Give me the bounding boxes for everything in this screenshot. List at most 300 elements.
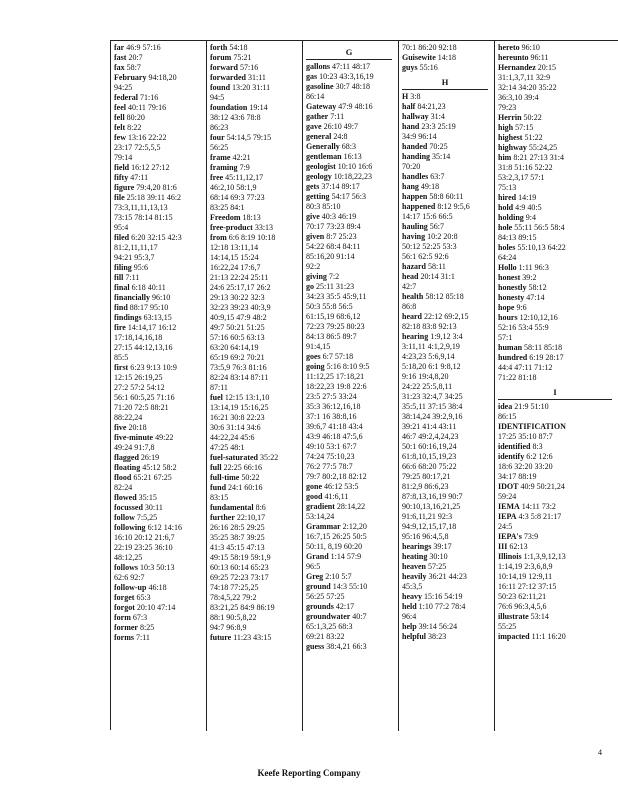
index-entry bbox=[498, 113, 618, 123]
index-word: full bbox=[210, 463, 222, 472]
index-entry bbox=[402, 572, 494, 582]
index-word: idea bbox=[498, 402, 513, 411]
index-entry bbox=[402, 142, 494, 152]
page-line-refs: 14:14,15 15:24 bbox=[210, 253, 259, 262]
page-line-refs: 39:6,7 41:18 43:4 bbox=[306, 422, 363, 431]
page-line-refs: 54:17 56:3 bbox=[329, 192, 367, 201]
page-line-refs: 88:17 95:10 bbox=[127, 303, 169, 312]
index-word: gasoline bbox=[306, 82, 334, 91]
page-line-refs: 32:14 34:20 35:22 bbox=[498, 83, 557, 92]
index-entry bbox=[498, 263, 618, 273]
page-line-refs: 50:22 bbox=[521, 113, 542, 122]
page-line-refs: 1:14,19 2:3,6,8,9 bbox=[498, 562, 553, 571]
index-word: flagged bbox=[114, 453, 139, 462]
index-entry bbox=[306, 482, 398, 492]
index-entry bbox=[306, 502, 398, 512]
page-line-refs: 56:25 57:25 bbox=[306, 592, 345, 601]
index-word: Hernandez bbox=[498, 63, 536, 72]
index-word: forum bbox=[210, 53, 232, 62]
page-line-refs: 35:22 bbox=[258, 453, 279, 462]
index-entry bbox=[114, 583, 206, 593]
page-line-refs: 4:3 5:8 21:17 bbox=[516, 512, 562, 521]
page-line-refs: 1:9,12 3:4 bbox=[428, 332, 463, 341]
index-entry bbox=[306, 282, 398, 292]
page-line-refs: 8:3 bbox=[530, 442, 543, 451]
index-entry bbox=[498, 53, 618, 63]
page-line-refs: 45:12 58:2 bbox=[140, 463, 177, 472]
page-line-refs: 48:12,25 bbox=[114, 553, 143, 562]
index-entry bbox=[498, 43, 618, 53]
index-word: gentleman bbox=[306, 152, 342, 161]
page-line-refs: 94:5 bbox=[210, 93, 225, 102]
page-line-refs: 7:11 bbox=[328, 112, 345, 121]
page-line-refs: 22:25 66:16 bbox=[221, 463, 263, 472]
index-entry bbox=[114, 213, 206, 223]
index-word: felt bbox=[114, 123, 126, 132]
page-line-refs: 63:13,15 bbox=[141, 313, 172, 322]
index-entry bbox=[114, 493, 206, 503]
index-word: framing bbox=[210, 163, 238, 172]
page-line-refs: 83:21,25 84:9 86:19 bbox=[210, 603, 275, 612]
index-entry bbox=[114, 253, 206, 263]
page-line-refs: 24:8 bbox=[331, 132, 348, 141]
index-entry bbox=[498, 313, 618, 323]
index-entry bbox=[402, 132, 494, 142]
page-line-refs: 26:19 bbox=[138, 453, 160, 462]
index-entry bbox=[210, 133, 302, 143]
index-entry bbox=[498, 163, 618, 173]
page-line-refs: 39:14 56:24 bbox=[416, 622, 458, 631]
index-word: gather bbox=[306, 112, 329, 121]
index-entry bbox=[306, 132, 398, 142]
page-line-refs: 54:22 68:4 84:11 bbox=[306, 242, 361, 251]
index-entry bbox=[402, 422, 494, 432]
page-line-refs: 45:3,5 bbox=[402, 582, 423, 591]
page-line-refs: 20:10 47:14 bbox=[134, 603, 176, 612]
page-line-refs: 53:14,24 bbox=[306, 512, 335, 521]
index-entry bbox=[306, 202, 398, 212]
index-entry bbox=[210, 403, 302, 413]
page-line-refs: 80:3 85:10 bbox=[306, 202, 341, 211]
page-line-refs: 94:21 95:3,7 bbox=[114, 253, 155, 262]
index-word: heard bbox=[402, 312, 422, 321]
index-entry bbox=[402, 562, 494, 572]
index-word: handles bbox=[402, 172, 429, 181]
index-entry bbox=[498, 442, 618, 452]
index-word: fire bbox=[114, 323, 126, 332]
page-line-refs: 50:12 52:25 53:3 bbox=[402, 242, 457, 251]
index-entry bbox=[306, 492, 398, 502]
index-entry bbox=[210, 293, 302, 303]
page-line-refs: 55:11 56:5 58:4 bbox=[512, 223, 565, 232]
index-word: general bbox=[306, 132, 332, 141]
page-line-refs: 14:11 73:2 bbox=[519, 502, 556, 511]
index-word: ground bbox=[306, 582, 331, 591]
page-line-refs: 86:8 bbox=[402, 302, 417, 311]
page-line-refs: 78:4,5,22 79:2 bbox=[210, 593, 257, 602]
index-word: highest bbox=[498, 133, 523, 142]
index-entry bbox=[114, 133, 206, 143]
index-word: forgot bbox=[114, 603, 135, 612]
index-entry bbox=[210, 543, 302, 553]
index-entry bbox=[498, 512, 618, 522]
index-word: form bbox=[114, 613, 131, 622]
page-line-refs: 79:25 80:17,21 bbox=[402, 472, 451, 481]
index-entry bbox=[210, 453, 302, 463]
page-line-refs: 25:18 39:11 46:2 bbox=[124, 193, 182, 202]
index-entry bbox=[498, 363, 618, 373]
index-entry bbox=[498, 173, 618, 183]
index-entry bbox=[210, 123, 302, 133]
page-line-refs: 43:9 46:18 47:5,6 bbox=[306, 432, 363, 441]
page-line-refs: 5:16 8:10 9:5 bbox=[324, 362, 370, 371]
page-line-refs: 18:22,23 19:8 22:6 bbox=[306, 382, 367, 391]
page-line-refs: 50:11, 8,19 60:20 bbox=[306, 542, 363, 551]
index-entry bbox=[498, 73, 618, 83]
index-word: holes bbox=[498, 243, 516, 252]
index-entry bbox=[114, 573, 206, 583]
index-word: Generally bbox=[306, 142, 340, 151]
page-line-refs: 9:4 bbox=[523, 213, 537, 222]
index-word: Gateway bbox=[306, 102, 337, 111]
index-entry bbox=[402, 212, 494, 222]
index-entry bbox=[114, 263, 206, 273]
index-word: giving bbox=[306, 272, 327, 281]
page-line-refs: 75:21 bbox=[231, 53, 252, 62]
index-entry bbox=[306, 532, 398, 542]
index-word: gallons bbox=[306, 62, 331, 71]
index-entry bbox=[210, 503, 302, 513]
page-line-refs: 55:24,25 bbox=[526, 143, 558, 152]
page-line-refs: 96:5 bbox=[306, 562, 321, 571]
page-line-refs: 49:18 bbox=[418, 182, 440, 191]
page-line-refs: 16:12 27:12 bbox=[129, 163, 170, 172]
page-line-refs: 38:14,24 39:2,9,16 bbox=[402, 412, 463, 421]
page-line-refs: 88:1 90:5,8,22 bbox=[210, 613, 257, 622]
page-line-refs: 58:11 bbox=[426, 262, 446, 271]
index-entry bbox=[402, 522, 494, 532]
index-entry bbox=[402, 432, 494, 442]
page-line-refs: 13:16 22:22 bbox=[126, 133, 167, 142]
index-entry bbox=[114, 153, 206, 163]
page-line-refs: 31:8 51:16 52:22 bbox=[498, 163, 553, 172]
page-line-refs: 16:11 27:12 37:15 bbox=[498, 582, 557, 591]
page-line-refs: 10:3 50:13 bbox=[138, 563, 175, 572]
page-line-refs: 94:9,12,15,17,18 bbox=[402, 522, 457, 531]
index-entry bbox=[114, 53, 206, 63]
index-entry bbox=[210, 193, 302, 203]
page-line-refs: 39:2 bbox=[520, 273, 537, 282]
index-entry bbox=[306, 262, 398, 272]
index-entry bbox=[306, 432, 398, 442]
page-line-refs: 40:11 79:16 bbox=[126, 103, 167, 112]
page-line-refs: 88:22,24 bbox=[114, 413, 143, 422]
page-line-refs: 16:13 bbox=[341, 152, 362, 161]
index-word: forms bbox=[114, 633, 134, 642]
page-line-refs: 40:9 50:21,24 bbox=[518, 482, 565, 491]
page-line-refs: 96:11 bbox=[528, 53, 549, 62]
index-entry bbox=[210, 93, 302, 103]
page-line-refs: 91:6,11,21 92:3 bbox=[402, 512, 453, 521]
index-column-4 bbox=[399, 41, 495, 731]
index-word: honestly bbox=[498, 283, 527, 292]
index-word: handing bbox=[402, 152, 431, 161]
index-entry bbox=[498, 422, 618, 432]
index-entry bbox=[210, 483, 302, 493]
index-entry bbox=[306, 442, 398, 452]
index-entry bbox=[402, 502, 494, 512]
index-entry bbox=[498, 373, 618, 383]
index-word: further bbox=[210, 513, 235, 522]
index-entry bbox=[210, 323, 302, 333]
index-entry bbox=[114, 223, 206, 233]
page-line-refs: 73:9 bbox=[521, 532, 539, 541]
index-entry bbox=[114, 613, 206, 623]
page-line-refs: 10:23 43:3,16,19 bbox=[317, 72, 374, 81]
page-line-refs: 84:13 86:5 89:7 bbox=[306, 332, 357, 341]
index-entry bbox=[498, 572, 618, 582]
index-entry bbox=[210, 173, 302, 183]
index-word: far bbox=[114, 43, 125, 52]
page-line-refs: 28:14,22 bbox=[334, 502, 366, 511]
page-line-refs: 46:2,10 58:1,9 bbox=[210, 183, 257, 192]
page-line-refs: 2:10 5:7 bbox=[323, 572, 352, 581]
index-word: five bbox=[114, 423, 127, 432]
index-entry bbox=[402, 452, 494, 462]
page-line-refs: 45:11,12,17 bbox=[223, 173, 264, 182]
index-entry bbox=[402, 43, 494, 53]
index-word: hold bbox=[498, 203, 514, 212]
index-entry bbox=[210, 573, 302, 583]
page-line-refs: 44:22,24 45:6 bbox=[210, 433, 255, 442]
index-entry bbox=[498, 522, 618, 532]
page-line-refs: 59:24 bbox=[498, 492, 517, 501]
index-entry bbox=[402, 342, 494, 352]
index-word: future bbox=[210, 633, 232, 642]
index-word: gas bbox=[306, 72, 318, 81]
index-entry bbox=[498, 143, 618, 153]
page-line-refs: 23:17 72:5,5,5 bbox=[114, 143, 161, 152]
page-line-refs: 87:11 bbox=[210, 383, 228, 392]
index-word: Grammar bbox=[306, 522, 341, 531]
page-line-refs: 14:18 bbox=[435, 53, 457, 62]
index-word: five-minute bbox=[114, 433, 154, 442]
index-entry bbox=[114, 63, 206, 73]
index-entry bbox=[210, 153, 302, 163]
page-line-refs: 73:15 78:14 81:15 bbox=[114, 213, 173, 222]
page-line-refs: 14:3 55:10 bbox=[330, 582, 368, 591]
page-line-refs: 30:10 bbox=[427, 552, 448, 561]
index-entry bbox=[498, 123, 618, 133]
index-word: field bbox=[114, 163, 130, 172]
page-line-refs: 8:22 bbox=[125, 123, 142, 132]
page-line-refs: 31:11 bbox=[246, 73, 266, 82]
section-letter: H bbox=[402, 75, 488, 90]
page-line-refs: 20:15 bbox=[535, 63, 557, 72]
page-line-refs: 22:10,17 bbox=[234, 513, 266, 522]
index-entry bbox=[114, 443, 206, 453]
page-line-refs: 94:7 96:8,9 bbox=[210, 623, 247, 632]
index-word: foundation bbox=[210, 103, 248, 112]
page-line-refs: 12:18 13:11,14 bbox=[210, 243, 259, 252]
page-line-refs: 24:1 60:16 bbox=[226, 483, 263, 492]
index-entry bbox=[210, 63, 302, 73]
page-line-refs: 30:6 31:14 34:6 bbox=[210, 423, 261, 432]
index-entry bbox=[114, 183, 206, 193]
page-line-refs: 1:10 77:2 78:4 bbox=[416, 602, 466, 611]
index-entry bbox=[114, 463, 206, 473]
page-line-refs: 54:18 bbox=[227, 43, 248, 52]
index-entry bbox=[402, 482, 494, 492]
index-entry bbox=[306, 212, 398, 222]
index-word: helpful bbox=[402, 632, 427, 641]
index-entry bbox=[114, 383, 206, 393]
index-word: feel bbox=[114, 103, 126, 112]
index-word: follows bbox=[114, 563, 138, 572]
index-word: final bbox=[114, 283, 130, 292]
index-entry bbox=[210, 223, 302, 233]
index-word: hours bbox=[498, 313, 518, 322]
index-entry bbox=[306, 602, 398, 612]
index-entry bbox=[114, 173, 206, 183]
index-entry bbox=[210, 473, 302, 483]
page-line-refs: 11:23 43:15 bbox=[231, 633, 272, 642]
index-entry bbox=[306, 372, 398, 382]
index-word: having bbox=[402, 232, 426, 241]
index-entry bbox=[306, 172, 398, 182]
index-column-1 bbox=[111, 41, 207, 731]
index-word: IEPA's bbox=[498, 532, 522, 541]
page-line-refs: 40:3 46:19 bbox=[319, 212, 357, 221]
index-entry bbox=[306, 152, 398, 162]
index-entry bbox=[210, 363, 302, 373]
index-entry bbox=[114, 533, 206, 543]
page-line-refs: 57:1 bbox=[498, 333, 513, 342]
index-frame bbox=[110, 40, 618, 730]
page-line-refs: 33:13 bbox=[252, 223, 274, 232]
page-line-refs: 3:11,11 4:1,2,9,19 bbox=[402, 342, 460, 351]
index-entry bbox=[498, 333, 618, 343]
page-line-refs: 6:20 32:15 42:3 bbox=[129, 233, 182, 242]
page-line-refs: 58:12 bbox=[526, 283, 547, 292]
index-entry bbox=[306, 512, 398, 522]
index-entry bbox=[210, 313, 302, 323]
page-line-refs: 62:13 bbox=[507, 542, 528, 551]
index-entry bbox=[114, 103, 206, 113]
index-entry bbox=[402, 222, 494, 232]
index-word: focussed bbox=[114, 503, 143, 512]
index-entry bbox=[114, 193, 206, 203]
index-word: identify bbox=[498, 452, 525, 461]
page-line-refs: 50:23 62:11,21 bbox=[498, 592, 547, 601]
index-entry bbox=[402, 402, 494, 412]
page-line-refs: 10:10 16:6 bbox=[335, 162, 373, 171]
page-line-refs: 35:14 bbox=[430, 152, 451, 161]
page-line-refs: 8:21 27:13 31:4 bbox=[511, 153, 565, 162]
index-word: help bbox=[402, 622, 417, 631]
index-entry bbox=[306, 232, 398, 242]
index-entry bbox=[306, 362, 398, 372]
page-line-refs: 70:17 73:23 89:4 bbox=[306, 222, 361, 231]
page-line-refs: 79:4,20 81:6 bbox=[134, 183, 177, 192]
index-entry bbox=[306, 312, 398, 322]
index-entry bbox=[306, 142, 398, 152]
index-word: IEPA bbox=[498, 512, 517, 521]
index-entry bbox=[402, 112, 494, 122]
index-entry bbox=[210, 253, 302, 263]
index-entry bbox=[114, 513, 206, 523]
index-entry bbox=[402, 242, 494, 252]
page-line-refs: 20:18 bbox=[126, 423, 147, 432]
index-word: holding bbox=[498, 213, 524, 222]
index-entry bbox=[402, 322, 494, 332]
index-entry bbox=[210, 423, 302, 433]
page-line-refs: 60:13 60:14 65:23 bbox=[210, 563, 269, 572]
page-line-refs: 85:5 bbox=[114, 353, 129, 362]
index-word: give bbox=[306, 212, 320, 221]
page-line-refs: 79:14 bbox=[114, 153, 133, 162]
index-entry bbox=[402, 492, 494, 502]
index-word: heavily bbox=[402, 572, 427, 581]
index-entry bbox=[210, 243, 302, 253]
page-line-refs: 57:15 bbox=[513, 123, 534, 132]
index-word: guys bbox=[402, 63, 418, 72]
index-word: full-time bbox=[210, 473, 240, 482]
section-letter: G bbox=[306, 45, 392, 60]
page-line-refs: 46:18 bbox=[146, 583, 167, 592]
index-entry bbox=[306, 392, 398, 402]
page-line-refs: 56:1 62:5 92:6 bbox=[402, 252, 449, 261]
index-entry bbox=[498, 193, 618, 203]
index-word: IEMA bbox=[498, 502, 520, 511]
index-word: held bbox=[402, 602, 417, 611]
page-line-refs: 31:4 bbox=[428, 112, 445, 121]
page-line-refs: 58:7 bbox=[124, 63, 141, 72]
index-entry bbox=[402, 192, 494, 202]
page-line-refs: 87:8,13,16,19 90:7 bbox=[402, 492, 463, 501]
page-line-refs: 68:3 bbox=[339, 142, 357, 151]
index-entry bbox=[402, 582, 494, 592]
index-entry bbox=[402, 232, 494, 242]
index-word: February bbox=[114, 73, 147, 82]
index-word: found bbox=[210, 83, 231, 92]
index-word: Hollo bbox=[498, 263, 517, 272]
index-word: hereunto bbox=[498, 53, 529, 62]
page-line-refs: 81:2,11,11,17 bbox=[114, 243, 158, 252]
index-entry bbox=[306, 412, 398, 422]
page-line-refs: 47:25 48:1 bbox=[210, 443, 245, 452]
index-word: hundred bbox=[498, 353, 528, 362]
page-line-refs: 36:3,10 39:4 bbox=[498, 93, 539, 102]
index-entry bbox=[306, 562, 398, 572]
page-line-refs: 55:16 bbox=[417, 63, 438, 72]
index-entry bbox=[498, 612, 618, 622]
index-entry bbox=[210, 273, 302, 283]
index-entry bbox=[114, 353, 206, 363]
index-word: former bbox=[114, 623, 138, 632]
index-entry bbox=[498, 323, 618, 333]
page-line-refs: 86:23 bbox=[210, 123, 229, 132]
page-line-refs: 75:13 bbox=[498, 183, 517, 192]
page-line-refs: 8:6 bbox=[253, 503, 266, 512]
index-entry bbox=[402, 272, 494, 282]
index-word: hereto bbox=[498, 43, 520, 52]
index-entry bbox=[210, 83, 302, 93]
page-line-refs: 49:10 53:1 67:7 bbox=[306, 442, 357, 451]
index-word: file bbox=[114, 193, 125, 202]
page-line-refs: 35:3 36:12,16,18 bbox=[306, 402, 361, 411]
index-entry bbox=[402, 382, 494, 392]
